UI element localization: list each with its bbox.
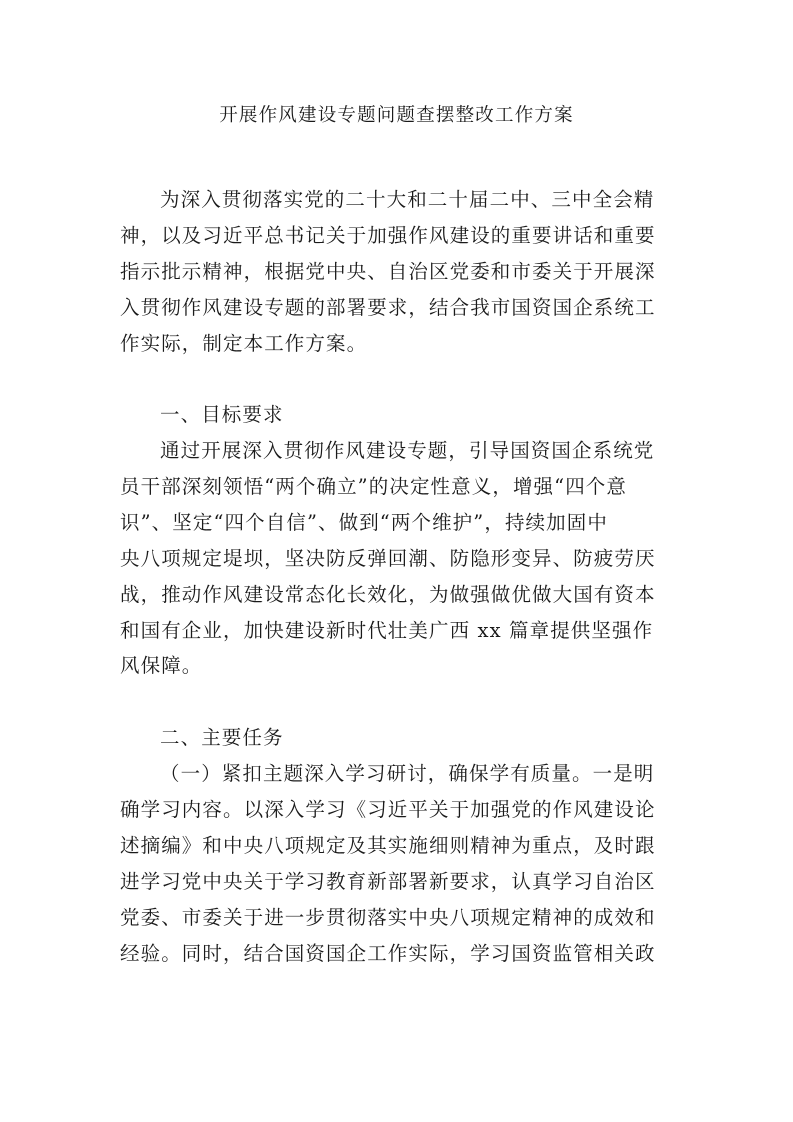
section-heading-goals <box>120 397 680 433</box>
paragraph-line: 通过开展深入贯彻作风建设专题，引导国资国企系统党 <box>160 439 655 462</box>
paragraph-line: 风保障。 <box>120 654 203 678</box>
paragraph-line: 指示批示精神，根据党中央、自治区党委和市委关于开展深 <box>120 259 656 283</box>
paragraph-line: 神，以及习近平总书记关于加强作风建设的重要讲话和重要 <box>120 223 656 247</box>
section-heading-text: 二、主要任务 <box>160 726 284 749</box>
document-title: 开展作风建设专题问题查摆整改工作方案 <box>219 105 574 126</box>
paragraph-line: 央八项规定堤坝，坚决防反弹回潮、防隐形变异、防疲劳厌 <box>120 546 656 570</box>
paragraph-line: 述摘编》和中央八项规定及其实施细则精神为重点，及时跟 <box>120 833 656 857</box>
paragraph-line: （一）紧扣主题深入学习研讨，确保学有质量。一是明 <box>160 762 655 785</box>
paragraph-line: 进学习党中央关于学习教育新部署新要求，认真学习自治区 <box>120 869 656 893</box>
paragraph-line: 为深入贯彻落实党的二十大和二十届二中、三中全会精 <box>160 188 655 211</box>
intro-paragraph <box>120 182 680 362</box>
paragraph-line: 员干部深刻领悟“两个确立”的决定性意义，增强“四个意 <box>120 474 628 498</box>
tasks-paragraph <box>120 756 680 971</box>
goals-paragraph <box>120 433 680 684</box>
paragraph-line: 作实际，制定本工作方案。 <box>120 331 368 355</box>
paragraph-line: 战，推动作风建设常态化长效化，为做强做优做大国有资本 <box>120 582 656 606</box>
section-heading-tasks <box>120 720 680 756</box>
paragraph-line: 入贯彻作风建设专题的部署要求，结合我市国资国企系统工 <box>120 295 656 319</box>
paragraph-line: 确学习内容。以深入学习《习近平关于加强党的作风建设论 <box>120 797 656 821</box>
paragraph-line: 党委、市委关于进一步贯彻落实中央八项规定精神的成效和 <box>120 905 656 929</box>
paragraph-line: 经验。同时，结合国资国企工作实际，学习国资监管相关政 <box>120 941 656 965</box>
paragraph-line: 和国有企业，加快建设新时代壮美广西 xx 篇章提供坚强作 <box>120 618 654 642</box>
paragraph-line: 识”、坚定“四个自信”、做到“两个维护”，持续加固中 <box>120 510 608 534</box>
section-heading-text: 一、目标要求 <box>160 403 284 426</box>
